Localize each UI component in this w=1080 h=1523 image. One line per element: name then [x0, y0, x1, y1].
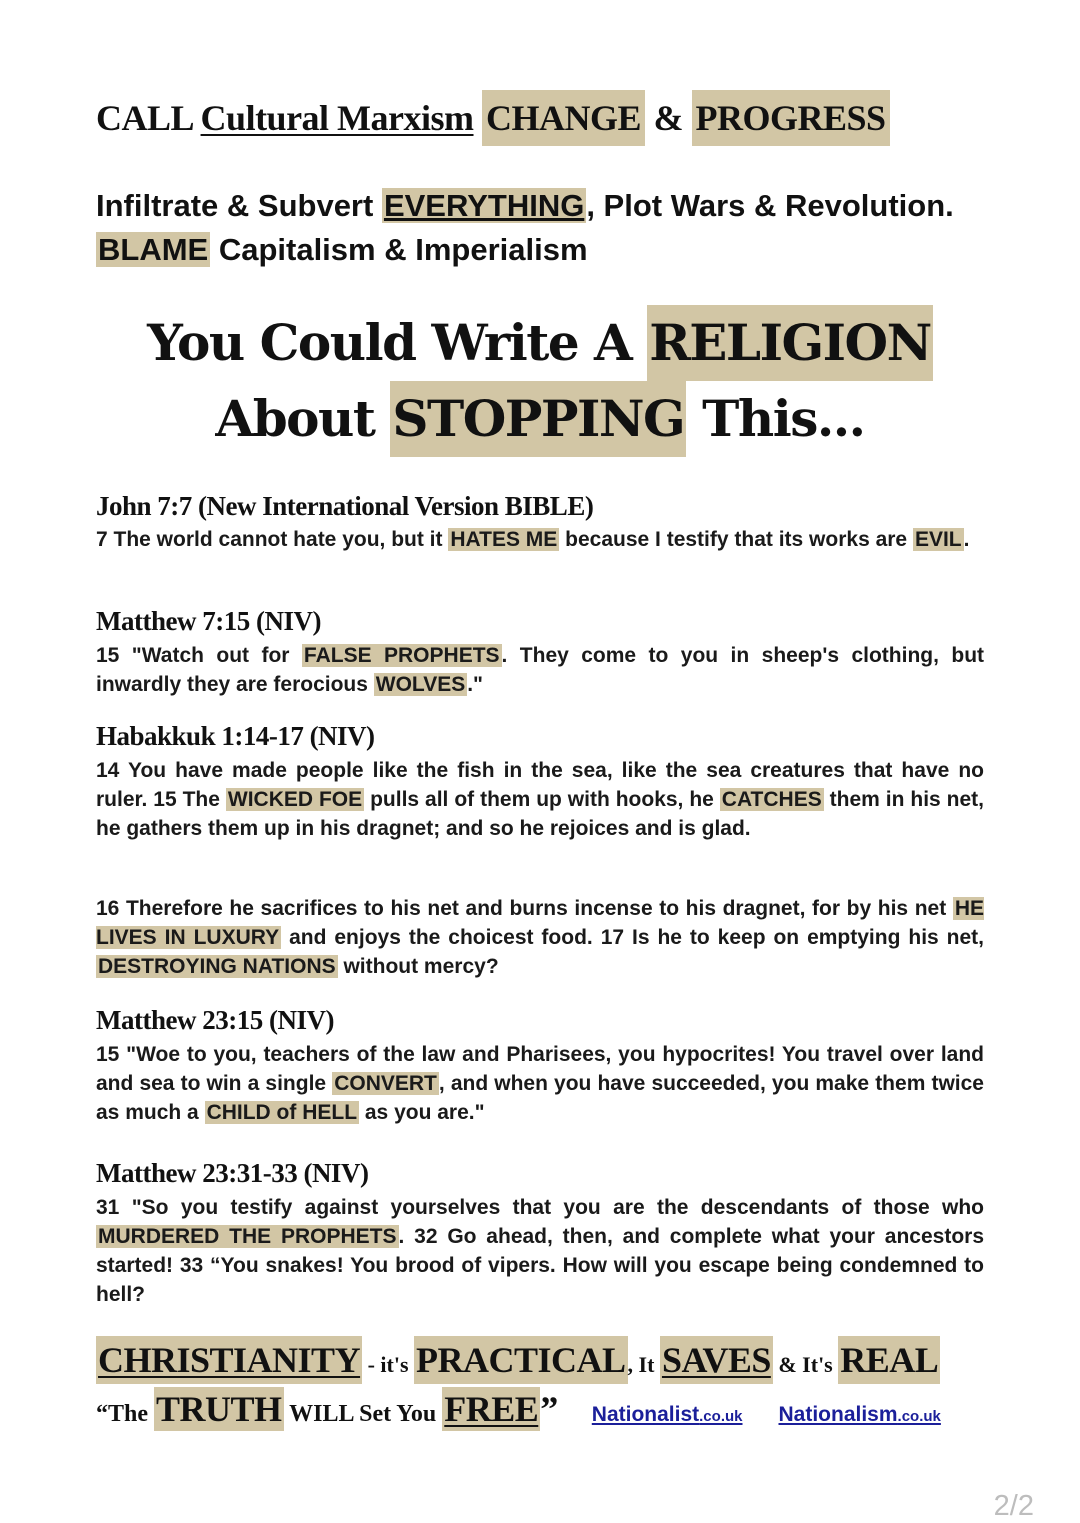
verse-ref-matthew-23-15: Matthew 23:15 (NIV): [96, 1005, 334, 1035]
verse-m2315-a: 15 "Woe to you, teachers of the law and Pharisees, you hypocrites! You travel over land and sea to win a single: [96, 1043, 984, 1095]
page-indicator: 2/2: [993, 1490, 1034, 1522]
verse-m7-highlight-2: WOLVES: [375, 673, 466, 696]
heading3-text-1: You Could Write A: [147, 313, 648, 372]
heading3-highlight-religion: RELIGION: [647, 305, 933, 381]
verse-hab-e: them in his net, he gathers them up in his dragnet; and so he rejoices and is glad.: [96, 788, 984, 840]
verse-john-c: because I testify that its works are: [559, 528, 913, 551]
footer-and-its: & It's: [772, 1352, 839, 1377]
footer-quote-the: “The: [96, 1401, 155, 1427]
heading2-highlight-blame: BLAME: [98, 232, 209, 267]
verse-hab-a: 14 You have made people like the fish in the sea, like the sea creatures that have no ruler. 15 The: [96, 759, 984, 811]
footer-comma-it: , It: [627, 1352, 660, 1377]
verse-hab2-a: 16 Therefore he sacrifices to his net and burns incense to his dragnet, for by his net: [96, 897, 953, 920]
heading-infiltrate: [96, 184, 996, 272]
footer-saves: SAVES: [660, 1336, 773, 1384]
verse-john-a: 7 The world cannot hate you, but it: [96, 528, 449, 551]
verse-m2331-c: . 32 Go ahead, then, and complete what your ancestors started! 33 “You snakes! You brood of vipers. How will you escape being condemned to hell?: [96, 1225, 984, 1306]
verse-ref-matthew-7: Matthew 7:15 (NIV): [96, 606, 321, 636]
footer-christianity-line: [96, 1335, 984, 1390]
verse-m2315-highlight-1: CONVERT: [334, 1072, 437, 1095]
link-nationalist[interactable]: [592, 1403, 743, 1426]
verse-m7-a: 15 "Watch out for: [96, 644, 302, 667]
footer-truth-line: [96, 1385, 996, 1441]
heading2-text-1: Infiltrate & Subvert: [96, 188, 382, 223]
heading3-highlight-stopping: STOPPING: [390, 381, 686, 457]
verse-text-habakkuk-2: [96, 894, 984, 981]
heading2-highlight-everything: EVERYTHING: [383, 188, 585, 223]
verse-m7-c: . They come to you in sheep's clothing, but inwardly they are ferocious: [96, 644, 985, 696]
footer-its: - it's: [362, 1352, 415, 1377]
footer-quote-end: ”: [540, 1389, 558, 1429]
verse-hab2-e: without mercy?: [337, 955, 499, 978]
verse-m7-e: .": [467, 673, 484, 696]
verse-text-matthew-7: [96, 641, 984, 699]
verse-ref-john: John 7:7 (New International Version BIBLE): [96, 491, 594, 521]
footer-christianity: CHRISTIANITY: [96, 1336, 362, 1384]
heading2-text-3: Capitalism & Imperialism: [210, 232, 588, 267]
link-nationalist-tld: .co.uk: [699, 1408, 743, 1425]
heading-religion: [0, 305, 1080, 457]
heading3-text-2: About: [215, 389, 391, 448]
verse-ref-habakkuk: Habakkuk 1:14-17 (NIV): [96, 721, 375, 751]
verse-hab-c: pulls all of them up with hooks, he: [364, 788, 720, 811]
verse-hab-highlight-2: CATCHES: [721, 788, 822, 811]
verse-john-e: .: [963, 528, 970, 551]
verse-m7-highlight-1: FALSE PROPHETS: [303, 644, 500, 667]
verse-m2331-highlight-1: MURDERED THE PROPHETS: [98, 1225, 397, 1248]
verse-text-matthew-23-31: [96, 1193, 984, 1309]
verse-text-john: [96, 525, 984, 554]
verse-hab2-highlight-2: DESTROYING NATIONS: [98, 955, 336, 978]
verse-john-highlight-1: HATES ME: [450, 528, 558, 551]
verse-m2315-highlight-2: CHILD of HELL: [206, 1101, 358, 1124]
verse-text-habakkuk-1: [96, 756, 984, 843]
link-nationalist-name: Nationalist: [591, 1403, 700, 1426]
link-nationalism[interactable]: [779, 1403, 941, 1426]
verse-hab-highlight-1: WICKED FOE: [227, 788, 363, 811]
footer-will-set: WILL Set You: [283, 1401, 443, 1427]
heading2-text-2: , Plot Wars & Revolution.: [586, 188, 954, 223]
footer-real: REAL: [838, 1336, 940, 1384]
link-nationalism-name: Nationalism: [778, 1403, 898, 1426]
heading1-amp: &: [653, 98, 684, 138]
footer-truth: TRUTH: [156, 1389, 282, 1429]
footer-practical: PRACTICAL: [414, 1336, 628, 1384]
heading1-highlight-progress: PROGRESS: [692, 90, 890, 146]
verse-text-matthew-23-15: [96, 1040, 984, 1127]
heading1-highlight-change: CHANGE: [482, 90, 645, 146]
heading1-lead: CALL: [96, 98, 201, 138]
verse-john-highlight-2: EVIL: [914, 528, 962, 551]
verse-m2315-c: , and when you have succeeded, you make them twice as much a: [96, 1072, 984, 1124]
verse-hab2-highlight-1: HE LIVES IN LUXURY: [96, 897, 984, 949]
heading-cultural-marxism: [96, 90, 996, 146]
verse-hab2-c: and enjoys the choicest food. 17 Is he to keep on emptying his net,: [281, 926, 984, 949]
verse-m2331-a: 31 "So you testify against yourselves that you are the descendants of those who: [96, 1196, 984, 1219]
heading1-underlined: Cultural Marxism: [200, 98, 474, 138]
heading3-text-3: This...: [686, 389, 865, 448]
footer-free: FREE: [444, 1389, 539, 1429]
verse-ref-matthew-23-31: Matthew 23:31-33 (NIV): [96, 1158, 369, 1188]
link-nationalism-tld: .co.uk: [897, 1408, 941, 1425]
verse-m2315-e: as you are.": [359, 1101, 485, 1124]
